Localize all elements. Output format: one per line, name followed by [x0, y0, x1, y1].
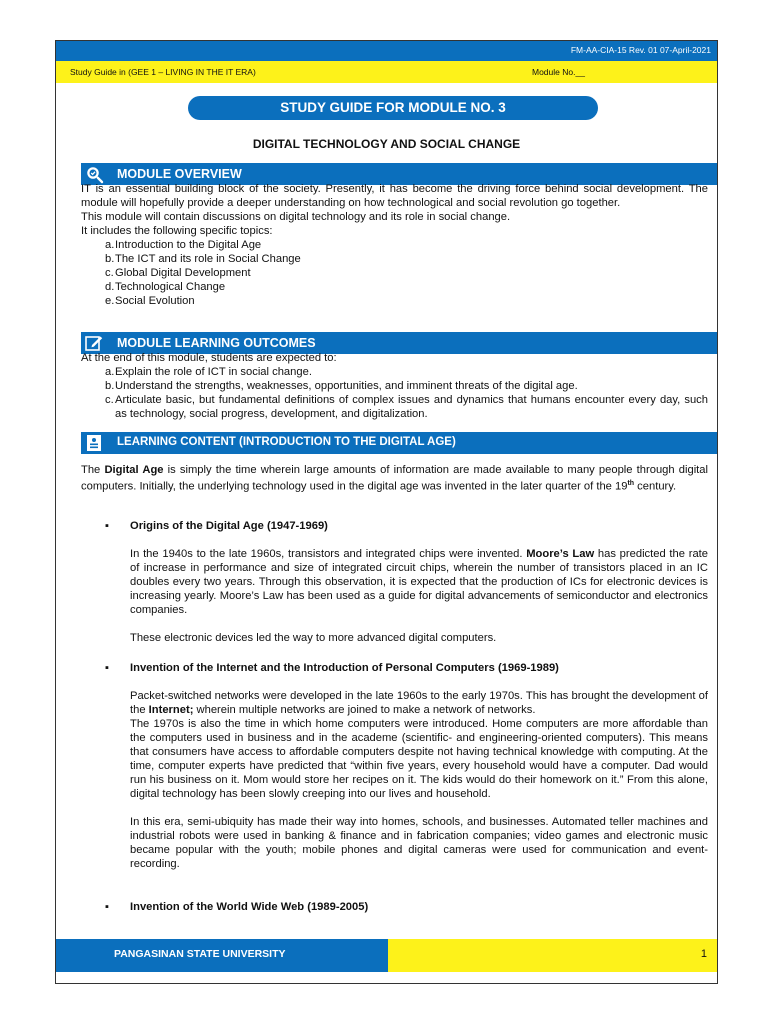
topic-item: b. The ICT and its role in Social Change	[105, 253, 301, 265]
internet-paragraph: Packet-switched networks were developed in the late 1960s to the early 1970s. This has brought the development of the Internet; wherein multiple networks are joined to make a network of networks.	[130, 690, 708, 716]
overview-search-icon	[84, 164, 104, 184]
intro-paragraph: The Digital Age is simply the time wherein large amounts of information are made available to many people through digital computers. Initially, the underlying technology used in the digital age was invented in the later quarter of the 19th century.	[81, 464, 708, 493]
module-subtitle: DIGITAL TECHNOLOGY AND SOCIAL CHANGE	[252, 137, 521, 151]
learning-content-heading: LEARNING CONTENT (INTRODUCTION TO THE DIGITAL AGE)	[117, 436, 456, 448]
course-bar	[56, 61, 717, 83]
origins-paragraph: These electronic devices led the way to more advanced digital computers.	[130, 632, 497, 644]
module-number: Module No.__	[532, 67, 585, 77]
origins-paragraph: In the 1940s to the late 1960s, transistors and integrated chips were invented. Moore’s Law has predicted the rate of increase in performance and size of integrated circuit chips, wherein the number of transistors placed in an IC doubles every two years. Through this observation, it is expected that the production of ICs for electronic devices is increasing yearly. Moore’s Law has been used as a guide for digital advancements of semiconductor and electronics companies.	[130, 548, 708, 616]
origins-body	[130, 547, 708, 645]
topic-item: a. Introduction to the Digital Age	[105, 239, 262, 251]
document-page: FM-AA-CIA-15 Rev. 01 07-April-2021 Study Guide in (GEE 1 – LIVING IN THE IT ERA) Module No.__ STUDY GUIDE FOR MODULE NO. 3 DIGITAL TECHNOLOGY AND SOCIAL CHANGE MODULE OVERVIEW IT is an essential building block of the society. Presently, it has become the driving force behind social development. The module will hopefully provide a deeper understanding on how technological and social revolution go together. This module will contain discussions on digital technology and its role in social change. It includes the following specific topics: a. Introduction to the Digital Age b. The ICT and its role in Social Change c. Global Digital Development d. Technological Change e. Social Evolution MODULE LEARNING OUTCOMES At the end of this module, students are expected to: a. Explain the role of ICT in social change. b. Understand the strengths, weaknesses, opportunities, and imminent threats of the digital age. c. Articulate basic, but fundamental definitions of complex issues and dynamics that humans encounter every day, such as technology, social progress, development, and digitalization. LEARNING CONTENT (INTRODUCTION TO THE DIGITAL AGE) The Digital Age is simply the time wherein large amounts of information are made available to many people through digital computers. Initially, the underlying technology used in the digital age was invented in the later quarter of the 19th century. ▪ Origins of the Digital Age (1947-1969) In the 1940s to the late 1960s, transistors and integrated chips were invented. Moore’s Law has predicted the rate of increase in performance and size of integrated circuit chips, wherein the number of transistors placed in an IC doubles every two years. Through this observation, it is expected that the production of ICs for electronic devices is increasing yearly. Moore’s Law has been used as a guide for digital advancements of semiconductor and electronics companies. These electronic devices led the way to more advanced digital computers. ▪ Invention of the Internet and the Introduction of Personal Computers (1969-1989) Packet-switched networks were developed in the late 1960s to the early 1970s. This has brought the development of the Internet; wherein multiple networks are joined to make a network of networks. The 1970s is also the time in which home computers were introduced. Home computers are more affordable than the computers used in business and in the academe (scientific- and engineering-oriented computers). This means that consumers have access to affordable computers despite not having technical knowledge with computing. At the time, computer experts have predicted that “within five years, every household would have a computer. Dad would run his business on it. Mom would store her recipes on it. The kids would do their homework on it.” From this alone, digital technology has been slowly creeping into our lives and household. In this era, semi-ubiquity has made their way into homes, schools, and businesses. Automated teller machines and industrial robots were used in banking & finance and in fabrication companies; video games and electronic music became popular with the youth; mobile phones and digital cameras were used for communication and event-recording. ▪ Invention of the World Wide Web (1989-2005) PANGASINAN STATE UNIVERSITY 1	[55, 40, 718, 984]
outcome-item: b. Understand the strengths, weaknesses, opportunities, and imminent threats of the digital age.	[105, 380, 578, 392]
outcomes-body	[81, 351, 708, 421]
overview-paragraph: This module will contain discussions on digital technology and its role in social change.	[81, 211, 511, 223]
topic-item: e. Social Evolution	[105, 295, 195, 307]
internet-body	[130, 689, 708, 871]
internet-paragraph: The 1970s is also the time in which home computers were introduced. Home computers are more affordable than the computers used in business and in the academe (scientific- and engineering-oriented computers). This means that consumers have access to affordable computers despite not having technical knowledge with computing. At the time, computer experts have predicted that “within five years, every household would have a computer. Dad would run his business on it. Mom would store her recipes on it. The kids would do their homework on it.” From this alone, digital technology has been slowly creeping into our lives and household.	[130, 718, 708, 800]
overview-body	[81, 182, 708, 308]
page-number: 1	[700, 948, 707, 960]
content-book-icon	[84, 433, 104, 453]
footer-university-bar	[56, 939, 388, 972]
study-guide-course: Study Guide in (GEE 1 – LIVING IN THE IT ERA)	[70, 67, 256, 77]
topic-item: d. Technological Change	[105, 281, 226, 293]
outcome-item: c. Articulate basic, but fundamental definitions of complex issues and dynamics that humans encounter every day, such as technology, social progress, development, and digitalization.	[105, 394, 708, 420]
outcome-item: a. Explain the role of ICT in social change.	[105, 366, 312, 378]
footer-page-bar	[388, 939, 717, 972]
topic-item: c. Global Digital Development	[105, 267, 251, 279]
form-code: FM-AA-CIA-15 Rev. 01 07-April-2021	[570, 45, 711, 55]
overview-paragraph: IT is an essential building block of the society. Presently, it has become the driving force behind social development. The module will hopefully provide a deeper understanding on how technological and social revolution go together.	[81, 183, 708, 209]
outcomes-intro: At the end of this module, students are expected to:	[81, 352, 337, 364]
learning-outcomes-heading: MODULE LEARNING OUTCOMES	[117, 336, 316, 350]
header-bar	[56, 41, 717, 61]
edit-pencil-icon	[84, 333, 104, 353]
university-name: PANGASINAN STATE UNIVERSITY	[114, 948, 286, 960]
overview-paragraph: It includes the following specific topics:	[81, 225, 273, 237]
module-overview-heading: MODULE OVERVIEW	[117, 167, 242, 181]
internet-paragraph: In this era, semi-ubiquity has made their way into homes, schools, and businesses. Automated teller machines and industrial robots were used in banking & finance and in fabrication companies; video games and electronic music became popular with the youth; mobile phones and digital cameras were used for communication and event-recording.	[130, 816, 708, 870]
learning-content-header	[81, 432, 717, 454]
page-title: STUDY GUIDE FOR MODULE NO. 3	[188, 96, 598, 120]
digital-age-intro	[81, 463, 708, 494]
